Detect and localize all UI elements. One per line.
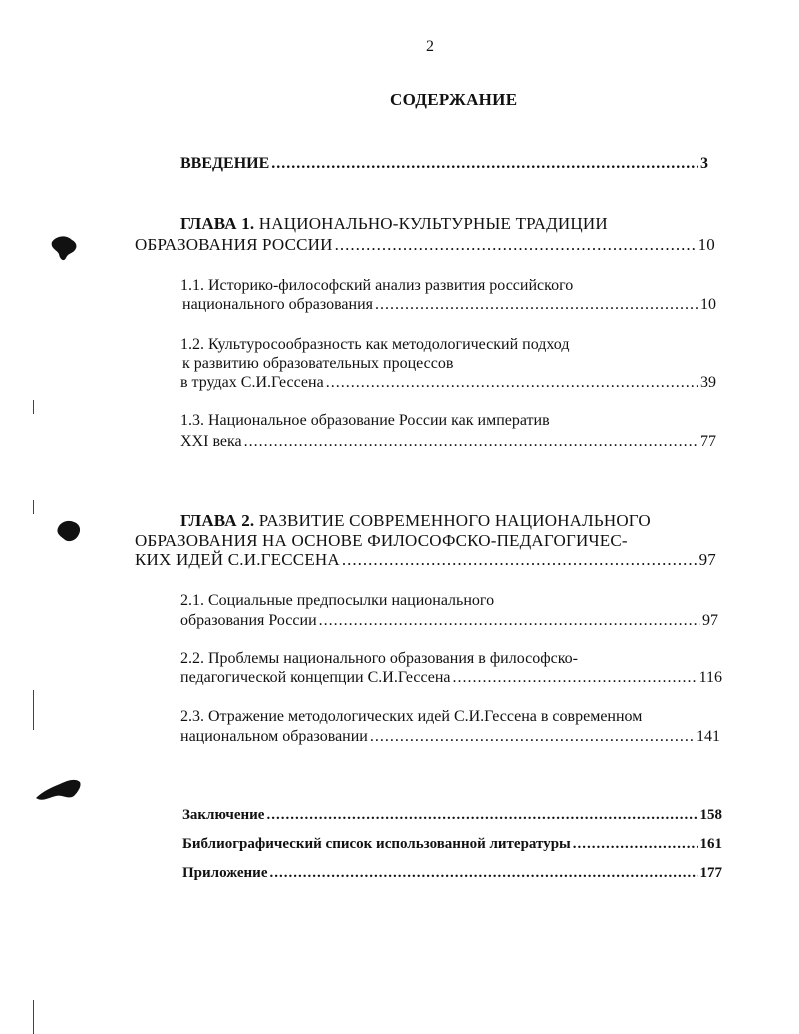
toc-section-1-1-line1: 1.1. Историко-философский анализ развития российского: [180, 277, 574, 294]
scan-smudge-icon: [34, 776, 84, 806]
toc-section-1-1[interactable]: [182, 295, 716, 314]
page-number: 2: [426, 38, 434, 55]
toc-section-2-2[interactable]: [180, 668, 722, 687]
page-title: СОДЕРЖАНИЕ: [390, 90, 518, 109]
toc-section-1-2-line1: 1.2. Культуросообразность как методологический подход: [180, 336, 570, 353]
toc-section-1-2[interactable]: [180, 373, 716, 392]
scan-smudge-icon: [48, 232, 88, 264]
dot-leader: [271, 154, 698, 173]
dot-leader: [342, 550, 697, 569]
dot-leader: [266, 806, 697, 825]
section-2-3-line2: национальном образовании: [180, 728, 368, 745]
toc-intro-label: ВВЕДЕНИЕ: [180, 155, 270, 172]
chapter2-line3: КИХ ИДЕЙ С.И.ГЕССЕНА: [135, 550, 340, 569]
section-1-2-page: 39: [700, 374, 716, 391]
dot-leader: [375, 295, 698, 314]
chapter1-line2: ОБРАЗОВАНИЯ РОССИИ: [135, 235, 333, 254]
toc-appendix[interactable]: [182, 864, 722, 883]
section-2-3-page: 141: [696, 728, 720, 745]
section-1-1-line2: национального образования: [182, 296, 373, 313]
scan-margin-mark: [33, 1000, 34, 1034]
toc-section-1-3-line1: 1.3. Национальное образование России как императив: [180, 412, 550, 429]
dot-leader: [453, 668, 697, 687]
chapter2-line1: РАЗВИТИЕ СОВРЕМЕННОГО НАЦИОНАЛЬНОГО: [258, 511, 651, 530]
dot-leader: [244, 432, 698, 451]
toc-conclusion[interactable]: [182, 806, 722, 825]
section-1-3-line2: XXI века: [180, 433, 242, 450]
toc-section-2-3[interactable]: [180, 727, 720, 746]
toc-chapter2-heading[interactable]: [180, 511, 651, 530]
section-2-1-page: 97: [702, 612, 718, 629]
chapter1-line1: НАЦИОНАЛЬНО-КУЛЬТУРНЫЕ ТРАДИЦИИ: [258, 214, 608, 233]
dot-leader: [573, 835, 698, 854]
appendix-page: 177: [699, 865, 722, 881]
section-1-1-page: 10: [700, 296, 716, 313]
dot-leader: [319, 611, 700, 630]
toc-intro[interactable]: [180, 154, 708, 173]
section-1-2-line3: в трудах С.И.Гессена: [180, 374, 324, 391]
chapter2-prefix: ГЛАВА 2.: [180, 511, 255, 530]
toc-section-2-3-line1: 2.3. Отражение методологических идей С.И.Гессена в современном: [180, 708, 643, 725]
appendix-label: Приложение: [182, 865, 268, 881]
dot-leader: [370, 727, 694, 746]
toc-section-2-1[interactable]: [180, 611, 718, 630]
toc-section-1-2-line2: к развитию образовательных процессов: [182, 355, 454, 372]
dot-leader: [335, 235, 696, 254]
toc-section-2-2-line1: 2.2. Проблемы национального образования в философско-: [180, 650, 578, 667]
toc-chapter1[interactable]: [135, 235, 715, 254]
toc-chapter2[interactable]: [135, 550, 716, 569]
toc-chapter1-heading[interactable]: [180, 214, 608, 233]
scan-margin-mark: [33, 400, 34, 414]
conclusion-page: 158: [699, 807, 722, 823]
conclusion-label: Заключение: [182, 807, 265, 823]
chapter1-prefix: ГЛАВА 1.: [180, 214, 255, 233]
chapter2-line2: ОБРАЗОВАНИЯ НА ОСНОВЕ ФИЛОСОФСКО-ПЕДАГОГИЧЕС-: [135, 531, 628, 550]
toc-section-1-3[interactable]: [180, 432, 716, 451]
section-2-2-line2: педагогической концепции С.И.Гессена: [180, 669, 451, 686]
bibliography-label: Библиографический список использованной литературы: [182, 836, 571, 852]
toc-section-2-1-line1: 2.1. Социальные предпосылки национального: [180, 592, 495, 609]
toc-bibliography[interactable]: [182, 835, 722, 854]
chapter1-page: 10: [697, 235, 715, 254]
bibliography-page: 161: [699, 836, 722, 852]
section-2-2-page: 116: [698, 669, 722, 686]
chapter2-page: 97: [698, 550, 716, 569]
scan-margin-mark: [33, 500, 34, 514]
scan-smudge-icon: [54, 516, 88, 546]
section-1-3-page: 77: [700, 433, 716, 450]
toc-intro-page: 3: [700, 155, 708, 172]
scan-margin-mark: [33, 690, 34, 730]
dot-leader: [269, 864, 697, 883]
dot-leader: [326, 373, 698, 392]
section-2-1-line2: образования России: [180, 612, 317, 629]
